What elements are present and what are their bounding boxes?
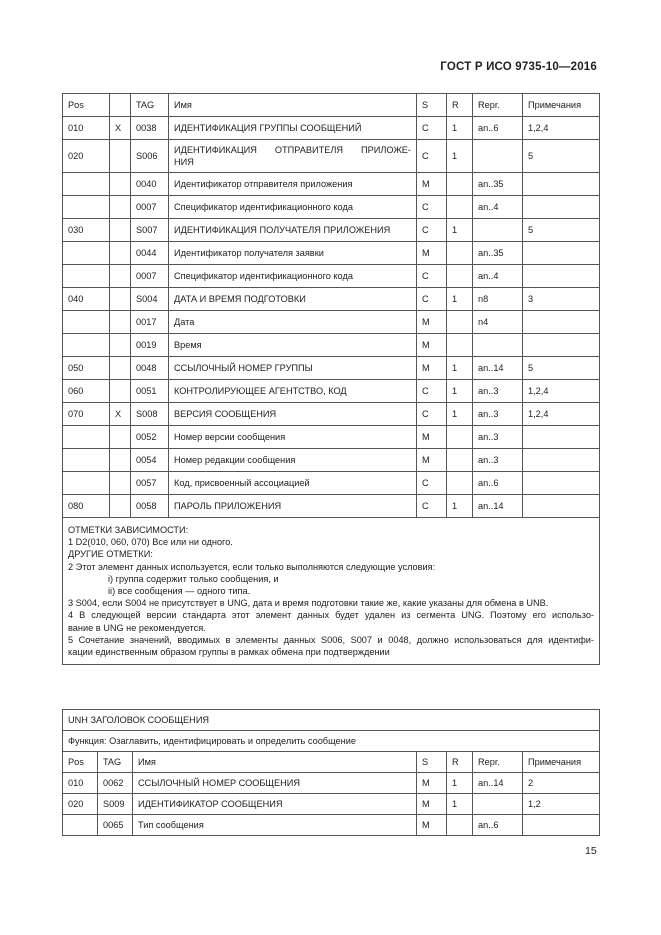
table-cell bbox=[169, 140, 417, 173]
table-cell bbox=[110, 173, 131, 196]
table-cell: 0065 bbox=[98, 815, 133, 836]
table-cell: 0044 bbox=[131, 242, 169, 265]
table-cell: an..3 bbox=[473, 426, 523, 449]
note-line: кации единственным образом группы в рамках обмена при подтверждении bbox=[68, 647, 390, 658]
table-cell: an..6 bbox=[473, 472, 523, 495]
table-cell: 3 bbox=[523, 288, 600, 311]
table-cell bbox=[110, 288, 131, 311]
table-cell: 1 bbox=[447, 380, 473, 403]
table-cell: S009 bbox=[98, 794, 133, 815]
table-cell: 0048 bbox=[131, 357, 169, 380]
table-cell bbox=[447, 426, 473, 449]
table-cell: an..4 bbox=[473, 265, 523, 288]
table-cell: 0038 bbox=[131, 117, 169, 140]
unh-title: UNH ЗАГОЛОВОК СООБЩЕНИЯ bbox=[63, 710, 600, 731]
table-cell bbox=[110, 196, 131, 219]
table-cell: an..14 bbox=[473, 357, 523, 380]
table-cell: S006 bbox=[131, 140, 169, 173]
table-row bbox=[63, 173, 600, 196]
table-cell bbox=[473, 140, 523, 173]
table-cell bbox=[447, 334, 473, 357]
table-cell bbox=[63, 173, 110, 196]
note-line: вание в UNG не рекомендуется. bbox=[68, 622, 206, 633]
table-cell bbox=[110, 449, 131, 472]
note-line: ДРУГИЕ ОТМЕТКИ: bbox=[68, 549, 153, 560]
table-cell bbox=[63, 334, 110, 357]
table-cell: Тип сообщения bbox=[133, 815, 417, 836]
table-cell: Спецификатор идентификационного кода bbox=[169, 196, 417, 219]
table-cell: Номер редакции сообщения bbox=[169, 449, 417, 472]
table-cell bbox=[523, 265, 600, 288]
table-cell: Идентификатор получателя заявки bbox=[169, 242, 417, 265]
table-row bbox=[63, 472, 600, 495]
table-cell: 5 bbox=[523, 219, 600, 242]
table-cell: M bbox=[417, 173, 447, 196]
table-cell bbox=[523, 196, 600, 219]
table-cell: 0062 bbox=[98, 773, 133, 794]
table-cell: S008 bbox=[131, 403, 169, 426]
table-cell: C bbox=[417, 403, 447, 426]
table-cell bbox=[447, 472, 473, 495]
table-cell bbox=[110, 334, 131, 357]
column-header: Repr. bbox=[473, 94, 523, 117]
table-cell: M bbox=[417, 449, 447, 472]
note-line: 4 В следующей версии стандарта этот элемент данных будет удален из сегмента UNG. Поэтому его использо- bbox=[68, 610, 594, 621]
table-cell: 0017 bbox=[131, 311, 169, 334]
note-line: 1 D2(010, 060, 070) Все или ни одного. bbox=[68, 537, 233, 548]
table-cell: 060 bbox=[63, 380, 110, 403]
table-cell bbox=[110, 265, 131, 288]
table-row bbox=[63, 140, 600, 173]
table-cell bbox=[110, 311, 131, 334]
column-header: Pos bbox=[63, 94, 110, 117]
table-cell: 2 bbox=[523, 773, 600, 794]
table-cell: an..3 bbox=[473, 449, 523, 472]
table-cell: an..6 bbox=[473, 117, 523, 140]
table-cell: Идентификатор отправителя приложения bbox=[169, 173, 417, 196]
table-cell: ВЕРСИЯ СООБЩЕНИЯ bbox=[169, 403, 417, 426]
table-cell bbox=[473, 219, 523, 242]
table-cell bbox=[523, 449, 600, 472]
note-line: i) группа содержит только сообщения, и bbox=[108, 573, 279, 584]
segment-table-unh bbox=[62, 709, 600, 836]
table-cell: КОНТРОЛИРУЮЩЕЕ АГЕНТСТВО, КОД bbox=[169, 380, 417, 403]
segment-table-ung bbox=[62, 93, 600, 665]
table-cell: ИДЕНТИФИКАЦИЯ ПОЛУЧАТЕЛЯ ПРИЛОЖЕНИЯ bbox=[169, 219, 417, 242]
table-cell: X bbox=[110, 403, 131, 426]
table-cell: an..35 bbox=[473, 242, 523, 265]
table-cell: 010 bbox=[63, 117, 110, 140]
table-cell: ССЫЛОЧНЫЙ НОМЕР СООБЩЕНИЯ bbox=[133, 773, 417, 794]
column-header: Pos bbox=[63, 752, 98, 773]
table-cell: an..14 bbox=[473, 495, 523, 518]
table-row bbox=[63, 288, 600, 311]
table-cell: 1 bbox=[447, 117, 473, 140]
table-cell bbox=[110, 495, 131, 518]
column-header: R bbox=[447, 752, 473, 773]
table-cell bbox=[473, 334, 523, 357]
notes-cell bbox=[63, 518, 600, 665]
table-cell: C bbox=[417, 265, 447, 288]
table-cell bbox=[523, 242, 600, 265]
table-cell: M bbox=[417, 815, 447, 836]
table-cell: M bbox=[417, 794, 447, 815]
table-header-row bbox=[63, 94, 600, 117]
table-cell: 1 bbox=[447, 495, 473, 518]
table-cell: M bbox=[417, 334, 447, 357]
column-header: S bbox=[417, 94, 447, 117]
column-header: R bbox=[447, 94, 473, 117]
unh-function: Функция: Озаглавить, идентифицировать и определить сообщение bbox=[63, 731, 600, 752]
document-header: ГОСТ Р ИСО 9735-10—2016 bbox=[440, 61, 597, 73]
table-cell: 0007 bbox=[131, 265, 169, 288]
table-cell: ДАТА И ВРЕМЯ ПОДГОТОВКИ bbox=[169, 288, 417, 311]
table-cell bbox=[447, 449, 473, 472]
table-cell: 1,2 bbox=[523, 794, 600, 815]
table-cell bbox=[447, 311, 473, 334]
note-line: 5 Сочетание значений, вводимых в элементы данных S006, S007 и 0048, должно использоваться для идентифи- bbox=[68, 634, 594, 645]
column-header: S bbox=[417, 752, 447, 773]
table-cell bbox=[63, 196, 110, 219]
table-cell: 5 bbox=[523, 357, 600, 380]
table-cell bbox=[523, 334, 600, 357]
table-cell bbox=[63, 311, 110, 334]
table-cell: M bbox=[417, 242, 447, 265]
table-cell: 0007 bbox=[131, 196, 169, 219]
table-cell: 080 bbox=[63, 495, 110, 518]
table-cell: an..3 bbox=[473, 380, 523, 403]
table-cell: 010 bbox=[63, 773, 98, 794]
table-cell bbox=[63, 265, 110, 288]
column-header: Имя bbox=[133, 752, 417, 773]
table-cell bbox=[110, 219, 131, 242]
column-header: Repr. bbox=[473, 752, 523, 773]
table-cell bbox=[110, 242, 131, 265]
table-cell bbox=[63, 472, 110, 495]
table-cell: M bbox=[417, 773, 447, 794]
table-cell: an..3 bbox=[473, 403, 523, 426]
table-row bbox=[63, 334, 600, 357]
table-cell: S004 bbox=[131, 288, 169, 311]
table-cell: n4 bbox=[473, 311, 523, 334]
table-cell: 1,2,4 bbox=[523, 117, 600, 140]
table-cell: C bbox=[417, 495, 447, 518]
table-row bbox=[63, 242, 600, 265]
table-cell: C bbox=[417, 472, 447, 495]
table-row bbox=[63, 773, 600, 794]
table-cell: 5 bbox=[523, 140, 600, 173]
table-row bbox=[63, 380, 600, 403]
note-line: ОТМЕТКИ ЗАВИСИМОСТИ: bbox=[68, 525, 189, 535]
table-cell: 0057 bbox=[131, 472, 169, 495]
column-header bbox=[110, 94, 131, 117]
table-cell: 1 bbox=[447, 140, 473, 173]
table-cell: 0019 bbox=[131, 334, 169, 357]
table-cell: ПАРОЛЬ ПРИЛОЖЕНИЯ bbox=[169, 495, 417, 518]
table-cell: ИДЕНТИФИКАТОР СООБЩЕНИЯ bbox=[133, 794, 417, 815]
table-cell: 1,2,4 bbox=[523, 403, 600, 426]
table-cell: C bbox=[417, 117, 447, 140]
table-cell: 0052 bbox=[131, 426, 169, 449]
table-cell: 040 bbox=[63, 288, 110, 311]
table-cell bbox=[447, 196, 473, 219]
table-cell bbox=[110, 426, 131, 449]
table-cell: 070 bbox=[63, 403, 110, 426]
table-cell bbox=[523, 426, 600, 449]
column-header: TAG bbox=[131, 94, 169, 117]
table-row bbox=[63, 449, 600, 472]
table-cell: 1 bbox=[447, 219, 473, 242]
page-number: 15 bbox=[585, 845, 597, 857]
note-line: 2 Этот элемент данных используется, если только выполняются следующие условия: bbox=[68, 561, 436, 572]
table-row bbox=[63, 815, 600, 836]
table-cell bbox=[110, 472, 131, 495]
table-row bbox=[63, 265, 600, 288]
table-cell: an..35 bbox=[473, 173, 523, 196]
table-cell: S007 bbox=[131, 219, 169, 242]
table-cell: 0051 bbox=[131, 380, 169, 403]
table-cell: Номер версии сообщения bbox=[169, 426, 417, 449]
column-header: TAG bbox=[98, 752, 133, 773]
table-cell bbox=[447, 242, 473, 265]
table-cell: M bbox=[417, 357, 447, 380]
table-cell: 1 bbox=[447, 773, 473, 794]
table-cell: 0040 bbox=[131, 173, 169, 196]
column-header: Примечания bbox=[523, 752, 600, 773]
table-row bbox=[63, 117, 600, 140]
table-cell: C bbox=[417, 380, 447, 403]
table-cell: 1 bbox=[447, 794, 473, 815]
table-cell bbox=[523, 495, 600, 518]
table-cell: 1 bbox=[447, 357, 473, 380]
table-cell: X bbox=[110, 117, 131, 140]
table-cell bbox=[523, 311, 600, 334]
table-cell: 020 bbox=[63, 794, 98, 815]
table-cell bbox=[447, 815, 473, 836]
table-cell bbox=[110, 380, 131, 403]
column-header: Примечания bbox=[523, 94, 600, 117]
table-cell: 0054 bbox=[131, 449, 169, 472]
table-cell bbox=[473, 794, 523, 815]
note-line: 3 S004, если S004 не присутствует в UNG, дата и время подготовки такие же, какие указаны для обмена в UNB. bbox=[68, 598, 549, 609]
table-cell: ИДЕНТИФИКАЦИЯ ГРУППЫ СООБЩЕНИЙ bbox=[169, 117, 417, 140]
table-cell bbox=[63, 449, 110, 472]
table-cell bbox=[447, 173, 473, 196]
table-cell: Спецификатор идентификационного кода bbox=[169, 265, 417, 288]
table-cell: C bbox=[417, 196, 447, 219]
table-cell: 020 bbox=[63, 140, 110, 173]
table-cell: Код, присвоенный ассоциацией bbox=[169, 472, 417, 495]
column-header: Имя bbox=[169, 94, 417, 117]
table-cell: an..6 bbox=[473, 815, 523, 836]
table-cell: C bbox=[417, 288, 447, 311]
table-cell: C bbox=[417, 140, 447, 173]
table-cell: 1 bbox=[447, 288, 473, 311]
name-line-1: ИДЕНТИФИКАЦИЯ ОТПРАВИТЕЛЯ ПРИЛОЖЕ- bbox=[174, 145, 411, 155]
table-cell: Время bbox=[169, 334, 417, 357]
table-cell bbox=[447, 265, 473, 288]
table-cell: ССЫЛОЧНЫЙ НОМЕР ГРУППЫ bbox=[169, 357, 417, 380]
notes-row bbox=[63, 518, 600, 665]
table-cell: an..4 bbox=[473, 196, 523, 219]
table-row bbox=[63, 357, 600, 380]
table-cell: M bbox=[417, 311, 447, 334]
table-cell: M bbox=[417, 426, 447, 449]
table-cell: C bbox=[417, 219, 447, 242]
table-cell bbox=[63, 242, 110, 265]
table-cell: an..14 bbox=[473, 773, 523, 794]
table-cell: 1,2,4 bbox=[523, 380, 600, 403]
table-cell: 030 bbox=[63, 219, 110, 242]
table-cell bbox=[63, 815, 98, 836]
table-header-row bbox=[63, 752, 600, 773]
table-cell bbox=[523, 472, 600, 495]
table-cell: Дата bbox=[169, 311, 417, 334]
table-row bbox=[63, 495, 600, 518]
table-cell: 050 bbox=[63, 357, 110, 380]
table-cell bbox=[63, 426, 110, 449]
table-row bbox=[63, 196, 600, 219]
table-cell bbox=[523, 815, 600, 836]
table-row bbox=[63, 794, 600, 815]
table-cell bbox=[110, 357, 131, 380]
table-cell: 1 bbox=[447, 403, 473, 426]
table-cell bbox=[110, 140, 131, 173]
table-cell: 0058 bbox=[131, 495, 169, 518]
table-row bbox=[63, 403, 600, 426]
name-line-2: НИЯ bbox=[174, 157, 194, 167]
note-line: ii) все сообщения — одного типа. bbox=[108, 586, 251, 597]
table-cell: n8 bbox=[473, 288, 523, 311]
table-row bbox=[63, 219, 600, 242]
table-row bbox=[63, 426, 600, 449]
table-cell bbox=[523, 173, 600, 196]
table-row bbox=[63, 311, 600, 334]
